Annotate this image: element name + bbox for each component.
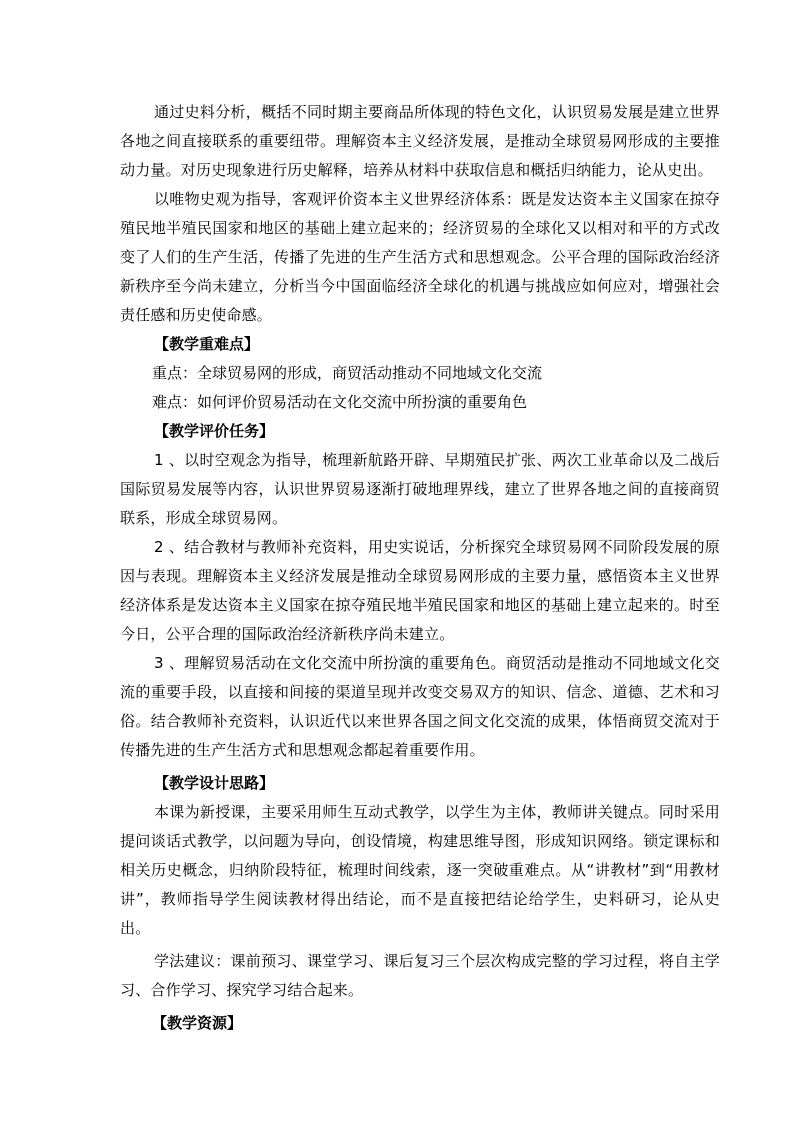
evaluation-task-3: 3 、理解贸易活动在文化交流中所扮演的重要角色。商贸活动是推动不同地域文化交流的重要手段，以直接和间接的渠道呈现并改变交易双方的知识、信念、道德、艺术和习俗。结合教师补充资料，认识近代以来世界各国之间文化交流的成果，体悟商贸交流对于传播先进的生产生活方式和思想观念都起着重要作用。 (120, 654, 720, 759)
design-approach-paragraph: 本课为新授课，主要采用师生互动式教学，以学生为主体，教师讲关键点。同时采用提问谈话式教学，以问题为导向，创设情境，构建思维导图，形成知识网络。锁定课标和相关历史概念，归纳阶段特征，梳理时间线索，逐一突破重难点。从“讲教材”到“用教材讲”，教师指导学生阅读教材得出结论，而不是直接把结论给学生，史料研习，论从史出。 (120, 803, 720, 937)
key-point-text: 重点：全球贸易网的形成，商贸活动推动不同地域文化交流 (152, 364, 543, 382)
evaluation-task-1: 1 、以时空观念为指导，梳理新航路开辟、早期殖民扩张、两次工业革命以及二战后国际贸易发展等内容，认识世界贸易逐渐打破地理界线，建立了世界各地之间的直接商贸联系，形成全球贸易网。 (120, 451, 720, 527)
heading-design-approach: 【教学设计思路】 (154, 774, 275, 792)
learning-method-paragraph: 学法建议：课前预习、课堂学习、课后复习三个层次构成完整的学习过程，将自主学习、合作学习、探究学习结合起来。 (120, 952, 720, 999)
paragraph-objectives-materialism: 以唯物史观为指导，客观评价资本主义世界经济体系：既是发达资本主义国家在掠夺殖民地半殖民国家和地区的基础上建立起来的；经济贸易的全球化又以相对和平的方式改变了人们的生产生活，传播了先进的生产生活方式和思想观念。公平合理的国际政治经济新秩序至今尚未建立，分析当今中国面临经济全球化的机遇与挑战应如何应对，增强社会责任感和历史使命感。 (120, 190, 720, 324)
difficult-point-text: 难点：如何评价贸易活动在文化交流中所扮演的重要角色 (152, 393, 528, 411)
heading-evaluation-tasks: 【教学评价任务】 (154, 422, 275, 440)
heading-teaching-resources: 【教学资源】 (152, 1014, 243, 1032)
heading-key-difficult-points: 【教学重难点】 (154, 335, 260, 353)
evaluation-task-2: 2 、结合教材与教师补充资料，用史实说话，分析探究全球贸易网不同阶段发展的原因与表现。理解资本主义经济发展是推动全球贸易网形成的主要力量，感悟资本主义世界经济体系是发达资本主义国家在掠夺殖民地半殖民国家和地区的基础上建立起来的。时至今日，公平合理的国际政治经济新秩序尚未建立。 (120, 538, 720, 643)
paragraph-objectives-analysis: 通过史料分析，概括不同时期主要商品所体现的特色文化，认识贸易发展是建立世界各地之间直接联系的重要纽带。理解资本主义经济发展，是推动全球贸易网形成的主要推动力量。对历史现象进行历史解释，培养从材料中获取信息和概括归纳能力，论从史出。 (120, 103, 720, 179)
document-body (120, 98, 720, 1038)
